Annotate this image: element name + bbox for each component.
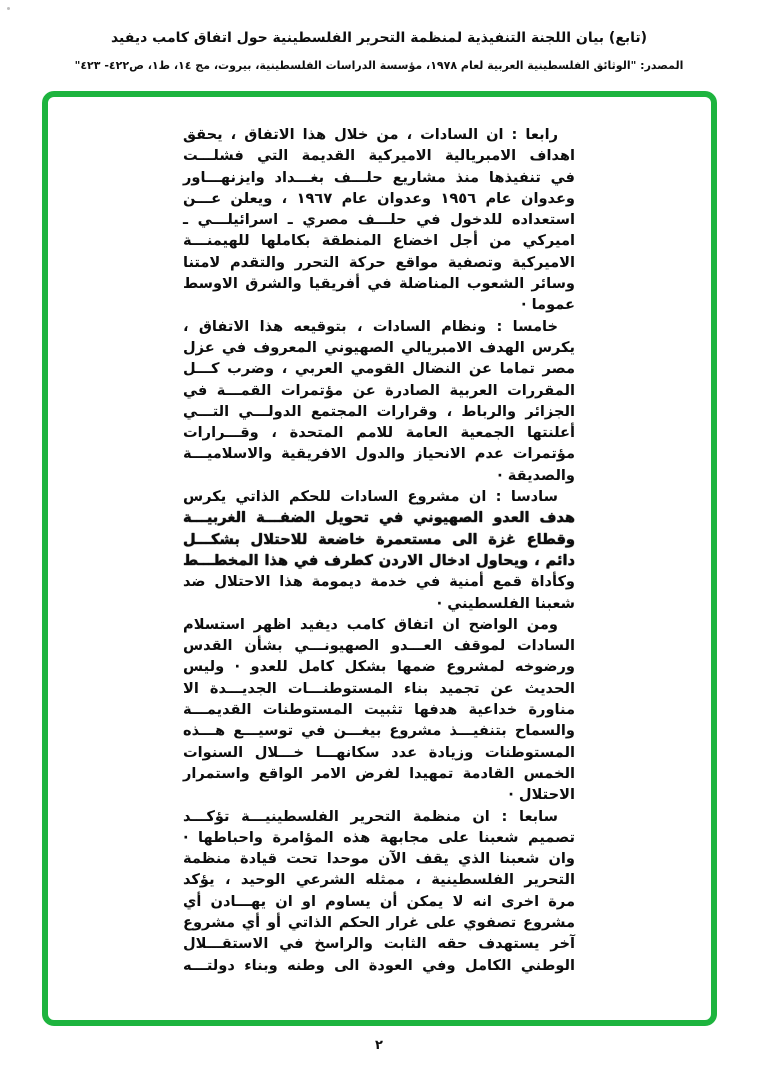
text-line: يكرس الهدف الامبريالي الصهيوني المعروف في عزل <box>183 338 575 356</box>
document-title: (تابع) بيان اللجنة التنفيذية لمنظمة التحرير الفلسطينية حول اتفاق كامب ديفيد <box>110 30 648 46</box>
page-number: ٢ <box>375 1038 383 1053</box>
text-line: وكأداة قمع أمنية في خدمة ديمومة هذا الاحتلال ضد <box>183 573 575 591</box>
text-column <box>183 124 575 976</box>
text-line: سادسا : ان مشروع السادات للحكم الذاتي يكرس <box>183 488 558 506</box>
text-line: مناورة خداعية هدفها تثبيت المستوطنات القديمـــة <box>183 701 575 719</box>
text-line: عموما · <box>520 296 575 314</box>
text-line: وعدوان عام ١٩٥٦ وعدوان عام ١٩٦٧ ، ويعلن عـــن <box>183 189 576 207</box>
text-line: شعبنا الفلسطيني · <box>436 594 575 612</box>
text-line: هدف العدو الصهيوني في تحويل الضفـــة الغربيـــة <box>183 509 575 527</box>
text-line: دائم ، ويحاول ادخال الاردن كطرف في هذا المخطـــط <box>183 551 575 569</box>
text-line: الجزائر والرباط ، وقرارات المجتمع الدولـــي التـــي <box>183 402 575 420</box>
text-line: وقطاع غزة الى مستعمرة خاضعة للاحتلال بشكـــل <box>183 530 575 548</box>
text-line: مشروع تصفوي على غرار الحكم الذاتي أو أي مشروع <box>183 913 575 931</box>
paragraph-clause-fourth <box>183 124 575 316</box>
text-line: التحرير الفلسطينية ، ممثله الشرعي الوحيد ، يؤكد <box>183 871 575 889</box>
text-line: سابعا : ان منظمة التحرير الفلسطينيـــة تؤكـــد <box>183 807 558 825</box>
text-line: رابعا : ان السادات ، من خلال هذا الاتفاق ، يحقق <box>183 126 558 143</box>
text-line: خامسا : ونظام السادات ، بتوقيعه هذا الاتفاق ، <box>183 317 558 335</box>
document-source-citation: المصدر: "الوثائق الفلسطينية العربية لعام ١٩٧٨، مؤسسة الدراسات الفلسطينية، بيروت، مج ١٤، ط١، ص٤٢٢- ٤٢٣" <box>74 59 684 72</box>
text-line: والسماح بتنفيـــذ مشروع بيغـــن في توسيـــع هـــذه <box>183 722 575 740</box>
text-line: الحديث عن تجميد بناء المستوطنـــات الجديـــدة الا <box>183 679 575 697</box>
text-line: استعداده للدخول في حلـــف مصري ـ اسرائيلـــي ـ <box>183 211 575 229</box>
text-line: ورضوخه لمشروع ضمها بشكل كامل للعدو · وليس <box>183 658 575 676</box>
text-line: اهداف الامبريالية الاميركية القديمة التي فشلـــت <box>183 147 575 165</box>
scan-artifact-dot <box>7 7 10 10</box>
text-line: مؤتمرات عدم الانحياز والدول الافريقية والاسلاميـــة <box>183 445 575 463</box>
text-line: مصر تماما عن النضال القومي العربي ، وضرب كـــل <box>183 360 575 378</box>
text-line: المستوطنات وزيادة عدد سكانهـــا خـــلال السنوات <box>183 743 575 761</box>
text-line: الاحتلال · <box>508 786 575 804</box>
text-line: السادات لموقف العـــدو الصهيونـــي بشأن القدس <box>183 637 575 655</box>
paragraph-clause-camp-david <box>183 614 575 806</box>
text-line: اميركي من أجل اخضاع المنطقة بكاملها للهيمنـــة <box>183 232 575 250</box>
text-line: الخمس القادمة تمهيدا لفرض الامر الواقع واستمرار <box>183 764 575 782</box>
text-line: آخر يستهدف حقه الثابت والراسخ في الاستقـــلال <box>183 935 575 953</box>
text-line: وان شعبنا الذي يقف الآن موحدا تحت قيادة منظمة <box>183 850 575 868</box>
text-line: أعلنتها الجمعية العامة للامم المتحدة ، وقـــرارات <box>183 424 575 442</box>
paragraph-clause-fifth <box>183 316 575 486</box>
text-line: المقررات العربية الصادرة عن مؤتمرات القمـــة في <box>183 381 575 399</box>
text-line: ومن الواضح ان اتفاق كامب ديفيد اظهر استسلام <box>183 615 558 633</box>
paragraph-clause-sixth <box>183 486 575 614</box>
text-line: تصميم شعبنا على مجابهة هذه المؤامرة واحباطها · <box>183 828 575 846</box>
text-line: الاميركية وتصفية مواقع حركة التحرر والتقدم لامتنا <box>183 253 575 271</box>
paragraph-clause-seventh <box>183 806 575 976</box>
text-line: وسائر الشعوب المناضلة في أفريقيا والشرق الاوسط <box>183 275 575 293</box>
text-line: في تنفيذها منذ مشاريع حلـــف بغـــداد وايزنهـــاور <box>183 168 575 186</box>
text-line: والصديقة · <box>497 466 575 484</box>
text-line: الوطني الكامل وفي العودة الى وطنه وبناء دولتـــه <box>183 956 575 974</box>
text-line: مرة اخرى انه لا يمكن أن يساوم او ان يهـــادن أي <box>183 892 575 910</box>
